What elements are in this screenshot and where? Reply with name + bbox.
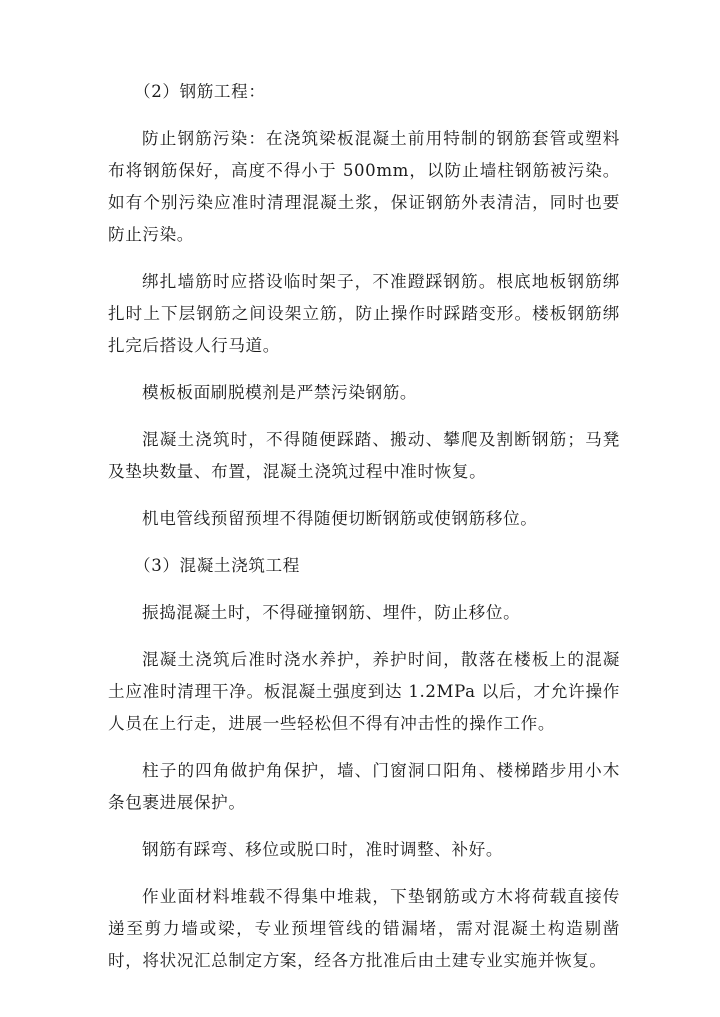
paragraph-pouring-rebar: 混凝土浇筑时，不得随便踩踏、搬动、攀爬及割断钢筋；马凳及垫块数量、布置，混凝土浇筑过程中准时恢复。 [108,430,620,481]
paragraph-mep-conduit: 机电管线预留预埋不得随便切断钢筋或使钢筋移位。 [142,509,538,528]
paragraph-rebar-repair: 钢筋有踩弯、移位或脱口时，准时调整、补好。 [142,840,504,859]
paragraph-rebar-binding: 绑扎墙筋时应搭设临时架子，不准蹬踩钢筋。根底地板钢筋绑扎时上下层钢筋之间设架立筋，防止操作时踩踏变形。楼板钢筋绑扎完后搭设人行马道。 [108,272,620,355]
section-heading-rebar: （2）钢筋工程： [134,82,266,101]
paragraph-vibrating: 振捣混凝土时，不得碰撞钢筋、埋件，防止移位。 [142,603,521,622]
paragraph-release-agent: 模板板面刷脱模剂是严禁污染钢筋。 [142,383,418,402]
paragraph-material-loading: 作业面材料堆载不得集中堆栽，下垫钢筋或方木将荷载直接传递至剪力墙或梁，专业预埋管线的错漏堵，需对混凝土构造剔凿时，将状况汇总制定方案，经各方批准后由土建专业实施并恢复。 [108,887,620,970]
paragraph-corner-protection: 柱子的四角做护角保护，墙、门窗洞口阳角、楼梯踏步用小木条包裹进展保护。 [108,761,620,812]
document-page [108,76,620,992]
section-heading-concrete: （3）混凝土浇筑工程 [134,556,300,575]
paragraph-rebar-contamination: 防止钢筋污染：在浇筑梁板混凝土前用特制的钢筋套管或塑料布将钢筋保好，高度不得小于 500mm，以防止墙柱钢筋被污染。如有个别污染应准时清理混凝土浆，保证钢筋外表清洁，同时也要防止污染。 [108,129,620,244]
paragraph-curing: 混凝土浇筑后准时浇水养护，养护时间，散落在楼板上的混凝土应准时清理干净。板混凝土强度到达 1.2MPa 以后，才允许操作人员在上行走，进展一些轻松但不得有冲击性的操作工作。 [108,650,620,733]
